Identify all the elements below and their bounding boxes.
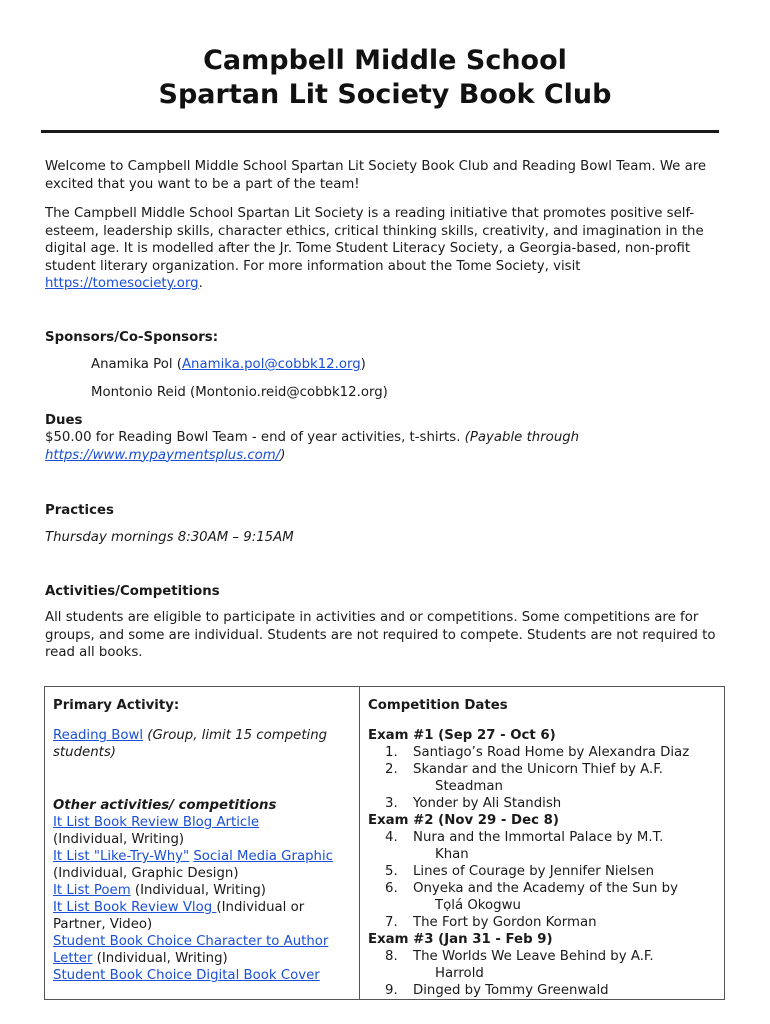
author-letter-note: (Individual, Writing) [92, 951, 228, 966]
practices-text: Thursday mornings 8:30AM – 9:15AM [45, 530, 294, 545]
sponsors-heading: Sponsors/Co-Sponsors: [45, 330, 219, 345]
poem-note: (Individual, Writing) [130, 883, 266, 898]
list-item: 1. Santiago’s Road Home by Alexandra Diaz [385, 745, 690, 760]
primary-activity-cell [45, 687, 360, 1000]
other-activity-5 [53, 933, 351, 967]
sponsor-1 [91, 356, 691, 374]
dues-close: ) [280, 447, 286, 463]
other-activities-heading: Other activities/ competitions [53, 798, 277, 813]
page-title [0, 44, 770, 112]
primary-activity-header: Primary Activity: [53, 698, 180, 713]
exam-2-books [368, 829, 716, 931]
description-paragraph [45, 205, 725, 293]
list-item: 9. Dinged by Tommy Greenwald [385, 983, 609, 998]
exam-3-heading: Exam #3 (Jan 31 - Feb 9) [368, 932, 553, 947]
activities-heading: Activities/Competitions [45, 584, 220, 599]
poem-link[interactable]: It List Poem [53, 883, 131, 898]
blog-article-link[interactable]: It List Book Review Blog Article [53, 815, 260, 830]
sponsor-1-email-link[interactable]: Anamika.pol@cobbk12.org [181, 357, 361, 372]
sponsor-2: Montonio Reid (Montonio.reid@cobbk12.org) [91, 385, 388, 400]
title-line-1: Campbell Middle School [203, 45, 567, 76]
list-item: 3. Yonder by Ali Standish [385, 796, 562, 811]
activities-text: All students are eligible to participate in activities and or competitions. Some competitions are for groups, and some are individual. Students are not required to compete. Students are not required to read all books. [45, 610, 716, 660]
description-text: The Campbell Middle School Spartan Lit Society is a reading initiative that promotes positive self-esteem, leadership skills, character ethics, critical thinking skills, creativity, and imagination in the digital age. It is modelled after the Jr. Tome Student Literacy Society, a Georgia-based, non-profit student literary organization. For more information about the Tome Society, visit [45, 206, 704, 274]
activities-table [44, 686, 725, 1000]
tome-society-link[interactable]: https://tomesociety.org [45, 276, 199, 291]
vlog-link[interactable]: It List Book Review Vlog [53, 900, 217, 915]
blog-article-note: (Individual, Writing) [53, 832, 185, 847]
exam-2-heading: Exam #2 (Nov 29 - Dec 8) [368, 813, 559, 828]
competition-dates-header: Competition Dates [368, 698, 508, 713]
exam-1-heading: Exam #1 (Sep 27 - Oct 6) [368, 728, 556, 743]
list-item: 8. The Worlds We Leave Behind by A.F. Harrold [385, 949, 654, 981]
reading-bowl-link[interactable]: Reading Bowl [53, 728, 144, 743]
like-try-why-link[interactable]: It List "Like-Try-Why" [53, 849, 190, 864]
exam-1-books [368, 744, 716, 812]
welcome-paragraph: Welcome to Campbell Middle School Spartan Lit Society Book Club and Reading Bowl Team. We are excited that you want to be a part of the team! [45, 159, 707, 192]
sponsor-1-name: Anamika Pol ( [91, 357, 182, 372]
practices-heading: Practices [45, 503, 114, 518]
other-activity-6 [53, 967, 351, 984]
social-media-graphic-link[interactable]: Social Media Graphic [193, 849, 333, 864]
list-item: 6. Onyeka and the Academy of the Sun by Tọlá Okogwu [385, 881, 678, 913]
competition-dates-cell [360, 687, 725, 1000]
book-cover-link[interactable]: Student Book Choice Digital Book Cover [53, 968, 320, 983]
primary-activity [53, 727, 351, 761]
dues-payable: (Payable through [464, 430, 580, 445]
title-divider [41, 130, 719, 133]
exam-3-books [368, 948, 716, 999]
other-activity-4 [53, 899, 351, 933]
dues-text [45, 429, 725, 464]
other-activity-1 [53, 814, 351, 848]
list-item: 7. The Fort by Gordon Korman [385, 915, 597, 930]
mypaymentsplus-link[interactable]: https://www.mypaymentsplus.com/ [45, 447, 281, 463]
vlog-note: (Individual or Partner, Video) [53, 900, 305, 932]
description-end: . [198, 276, 203, 291]
list-item: 2. Skandar and the Unicorn Thief by A.F. Steadman [385, 762, 663, 794]
other-activity-3 [53, 882, 351, 899]
author-letter-link[interactable]: Student Book Choice Character to Author Letter [53, 934, 329, 966]
dues-heading: Dues [45, 413, 83, 428]
reading-bowl-note: (Group, limit 15 competing students) [53, 728, 328, 760]
dues-description: $50.00 for Reading Bowl Team - end of year activities, t-shirts. [45, 430, 465, 445]
other-activity-2 [53, 848, 351, 882]
sponsor-1-close: ) [360, 357, 366, 372]
title-line-2: Spartan Lit Society Book Club [158, 79, 612, 110]
list-item: 5. Lines of Courage by Jennifer Nielsen [385, 864, 655, 879]
list-item: 4. Nura and the Immortal Palace by M.T. Khan [385, 830, 664, 862]
social-media-note: (Individual, Graphic Design) [53, 866, 239, 881]
